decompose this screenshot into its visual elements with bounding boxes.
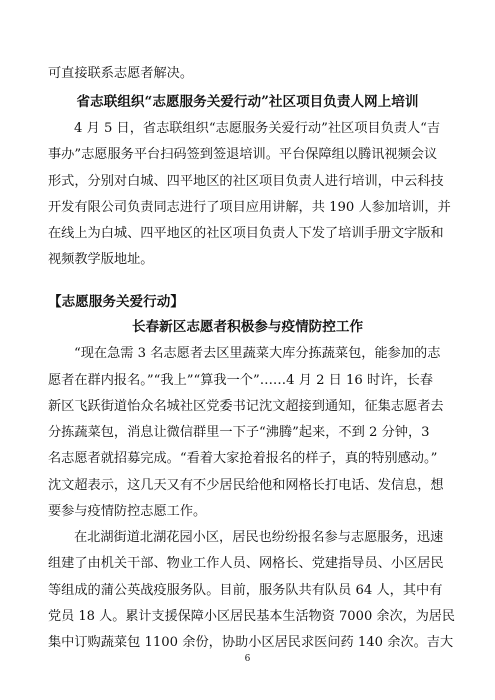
article2-para2-line-2: 组建了由机关干部、物业工作人员、网格长、党建指导员、小区居民: [48, 556, 444, 572]
article1-line-5: 在线上为白城、四平地区的社区项目负责人下发了培训手册文字版和: [48, 226, 444, 242]
article2-para1-line-6: 沈文超表示，这几天又有不少居民给他和网格长打电话、发信息，想: [48, 477, 444, 493]
section-tag: 【志愿服务关爱行动】: [48, 294, 184, 310]
article-title-changchun: 长春新区志愿者积极参与疫情防控工作: [131, 319, 364, 336]
article2-para2-line-4: 党员 18 人。累计支援保障小区居民基本生活物资 7000 余次，为居民: [48, 608, 455, 624]
article2-para1-line-1: “现在急需 3 名志愿者去区里蔬菜大库分拣蔬菜包，能参加的志: [74, 346, 441, 362]
article1-line-4: 开发有限公司负责同志进行了项目应用讲解，共 190 人参加培训，并: [48, 199, 451, 215]
article2-para1-line-3: 新区飞跃街道怡众名城社区党委书记沈文超接到通知，征集志愿者去: [48, 398, 444, 414]
article2-para2-line-1: 在北湖街道北湖花园小区，居民也纷纷报名参与志愿服务，迅速: [74, 530, 444, 546]
article2-para1-line-4: 分拣蔬菜包，消息让微信群里一下子“沸腾”起来，不到 2 分钟，3: [48, 425, 430, 441]
article2-para1-line-5: 名志愿者就招募完成。“看着大家抢着报名的样子，真的特别感动。”: [48, 451, 438, 467]
article2-para2-line-3: 等组成的蒲公英战疫服务队。目前，服务队共有队员 64 人，其中有: [48, 582, 443, 598]
intro-line: 可直接联系志愿者解决。: [48, 66, 194, 81]
article1-line-1: 4 月 5 日，省志联组织“志愿服务关爱行动”社区项目负责人“吉: [74, 121, 441, 137]
article1-line-3: 形式，分别对白城、四平地区的社区项目负责人进行培训，中云科技: [48, 173, 444, 189]
article1-line-6: 视频教学版地址。: [48, 252, 154, 268]
article-title-training: 省志联组织“志愿服务关爱行动”社区项目负责人网上培训: [76, 94, 419, 111]
page-number: 6: [244, 654, 251, 664]
article2-para1-line-7: 要参与疫情防控志愿工作。: [48, 503, 207, 519]
article2-para1-line-2: 愿者在群内报名。”“我上”“算我一个”……4 月 2 日 16 时许，长春: [48, 372, 433, 388]
article2-para2-line-5: 集中订购蔬菜包 1100 余份，协助小区居民求医问药 140 余次。吉大: [48, 635, 454, 651]
article1-line-2: 事办”志愿服务平台扫码签到签退培训。平台保障组以腾讯视频会议: [48, 147, 438, 163]
